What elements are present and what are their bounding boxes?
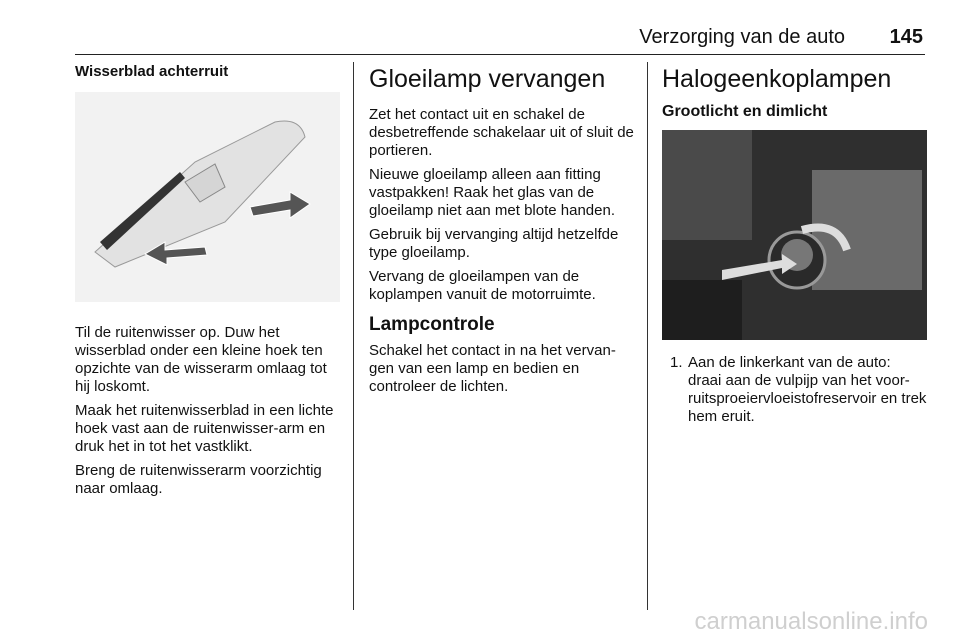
section-subheading: Grootlicht en dimlicht bbox=[662, 103, 828, 120]
paragraph: Nieuwe gloeilamp alleen aan fitting vastpakken! Raak het glas van de gloeilamp niet aan met blote handen. bbox=[369, 166, 616, 219]
wiper-blade-illustration bbox=[75, 92, 340, 302]
column-right bbox=[662, 62, 927, 426]
section-heading: Gloeilamp vervangen bbox=[369, 65, 606, 93]
paragraph: Schakel het contact in na het vervan-gen van een lamp en bedien en controleer de lichten. bbox=[369, 342, 616, 395]
list-text: Aan de linkerkant van de auto: draai aan de vulpijp van het voor-ruitsproeiervloeistofreservoir en trek hem eruit. bbox=[688, 354, 927, 425]
paragraph: Breng de ruitenwisserarm voorzichtig naar omlaag. bbox=[75, 462, 322, 497]
paragraph: Zet het contact uit en schakel de desbetreffende schakelaar uit of sluit de portieren. bbox=[369, 106, 634, 159]
page-number: 145 bbox=[889, 26, 923, 48]
page-header bbox=[75, 24, 925, 55]
paragraph: Gebruik bij vervanging altijd hetzelfde type gloeilamp. bbox=[369, 226, 619, 261]
watermark: carmanualsonline.info bbox=[694, 608, 928, 635]
column-divider bbox=[647, 62, 648, 610]
paragraph: Vervang de gloeilampen van de koplampen vanuit de motorruimte. bbox=[369, 268, 596, 303]
list-item bbox=[662, 354, 927, 426]
column-divider bbox=[353, 62, 354, 610]
list-number: 1. bbox=[670, 354, 683, 371]
column-middle bbox=[369, 62, 634, 402]
engine-bay-photo bbox=[662, 130, 927, 340]
section-subheading: Wisserblad achterruit bbox=[75, 63, 229, 80]
paragraph: Maak het ruitenwisserblad in een lichte hoek vast aan de ruitenwisser-arm en druk het in tot het vastklikt. bbox=[75, 402, 334, 455]
column-left bbox=[75, 62, 343, 504]
subsection-heading: Lampcontrole bbox=[369, 314, 495, 335]
header-title: Verzorging van de auto bbox=[639, 26, 845, 48]
section-heading: Halogeenkoplampen bbox=[662, 65, 892, 93]
paragraph: Til de ruitenwisser op. Duw het wisserblad onder een kleine hoek ten opzichte van de wisserarm omlaag tot hij loskomt. bbox=[75, 324, 327, 395]
